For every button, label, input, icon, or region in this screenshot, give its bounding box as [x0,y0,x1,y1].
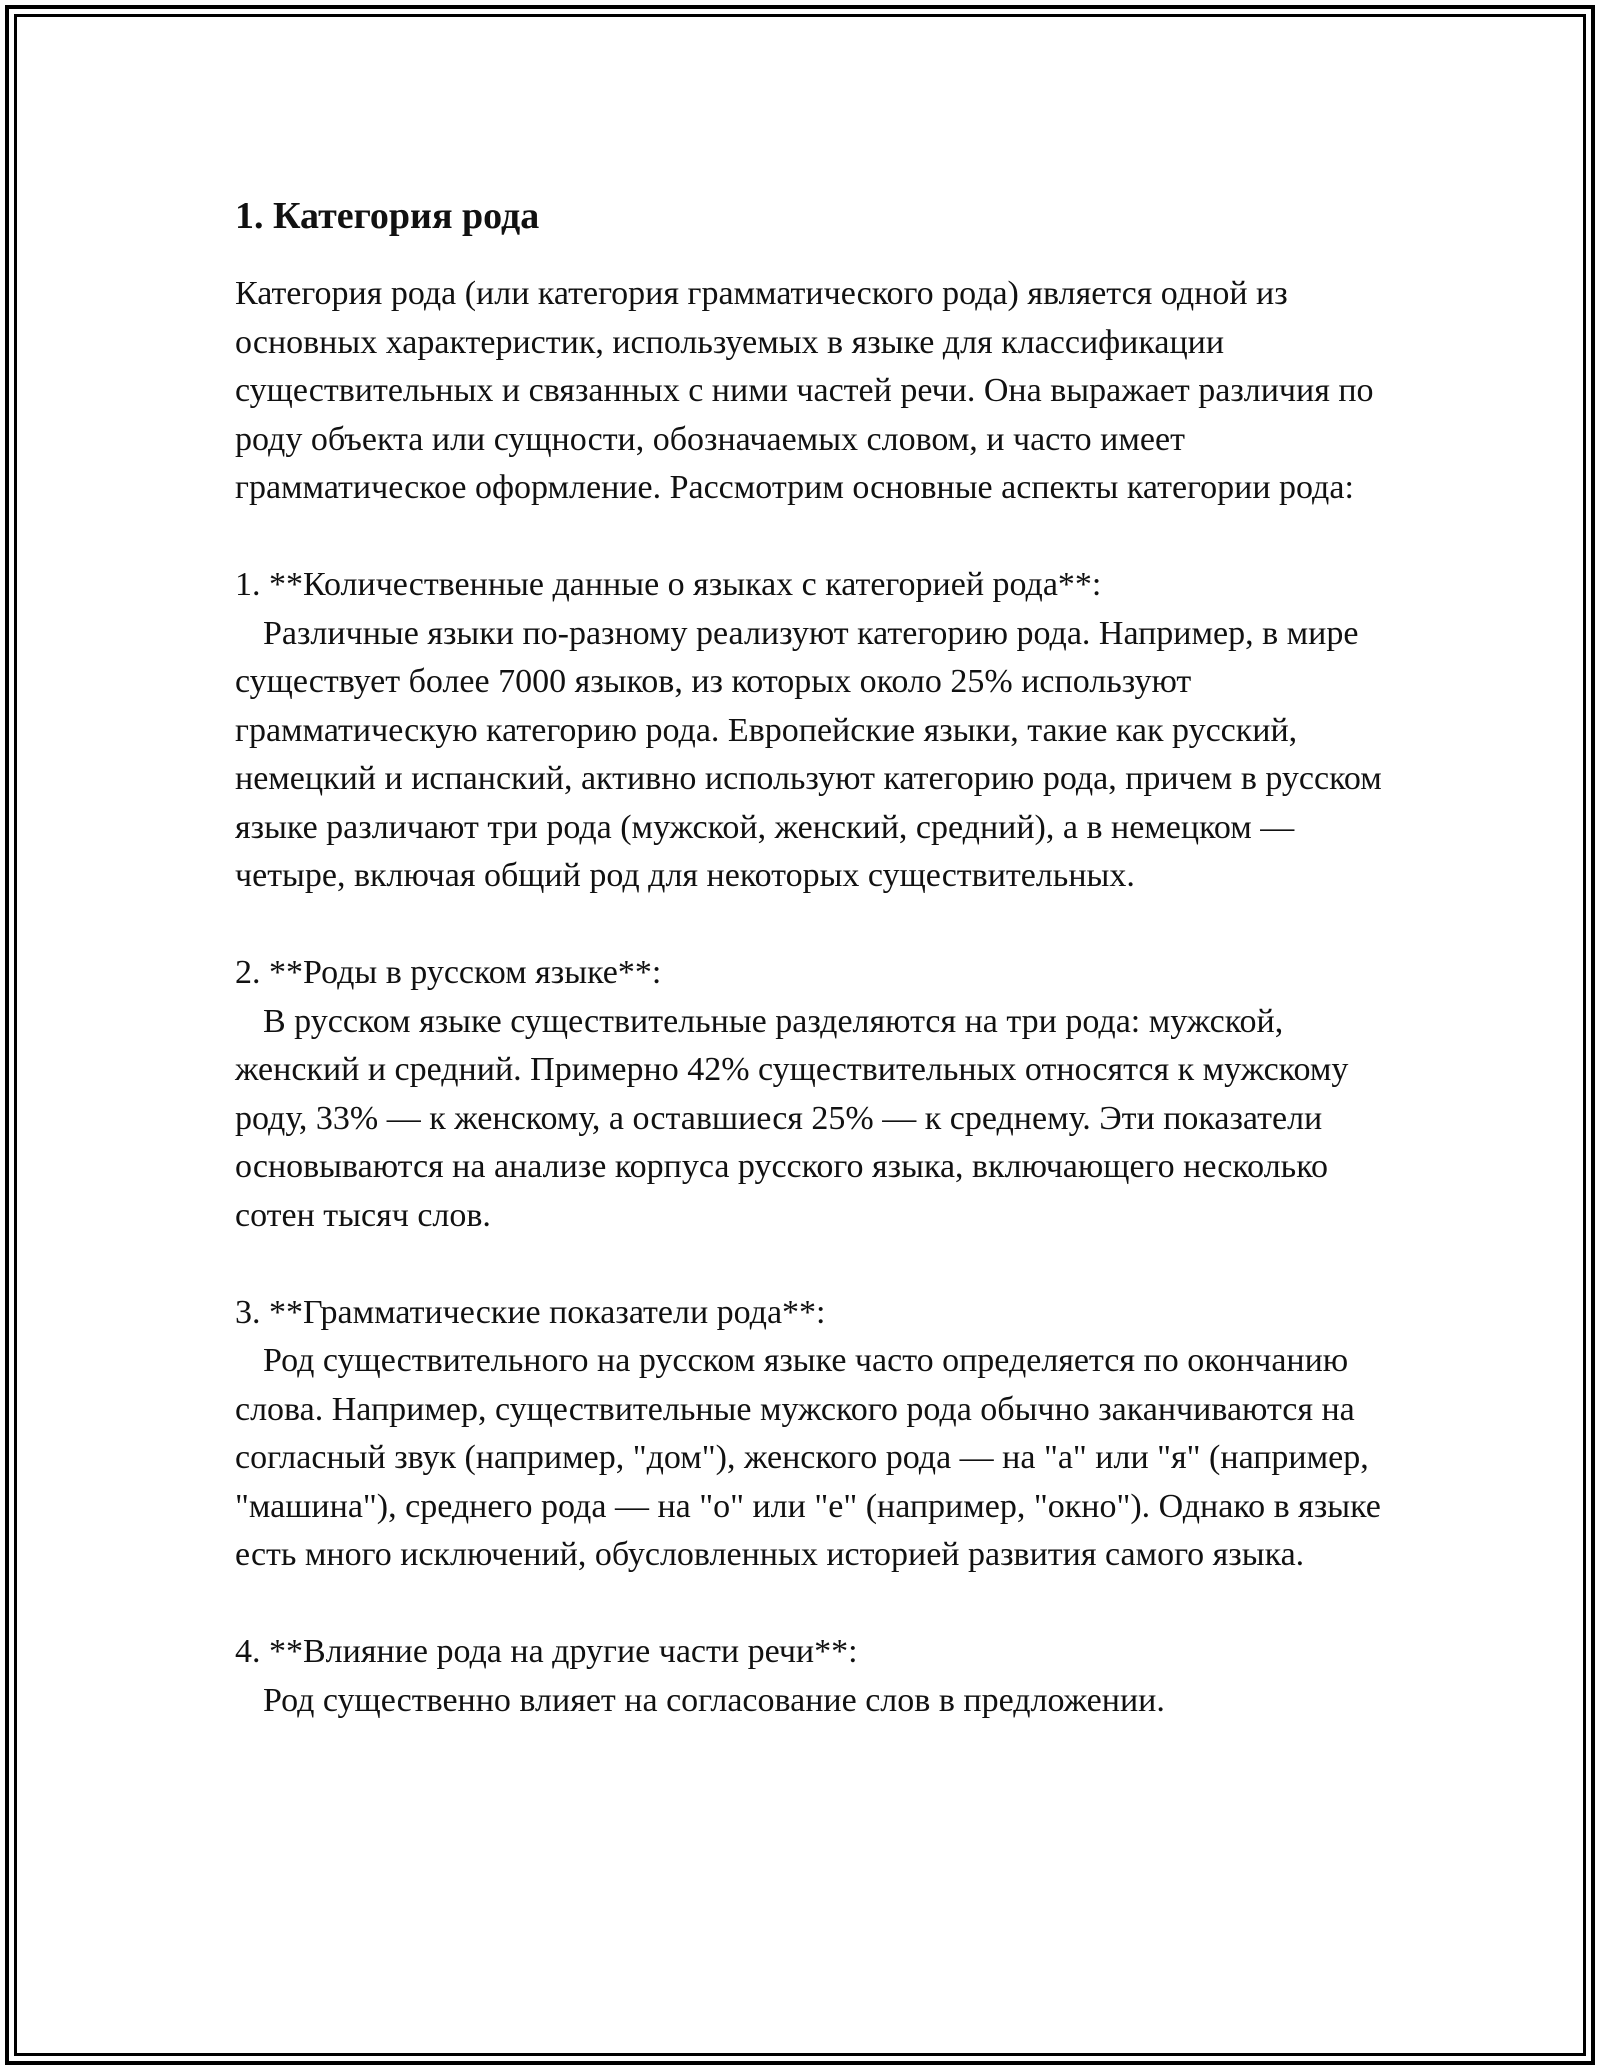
item-body [235,1337,1385,1580]
list-item [235,1628,1385,1725]
item-body-text: Род существенно влияет на согласование слов в предложении. [263,1681,1165,1719]
spacer [235,1580,1385,1629]
item-body-text: Различные языки по-разному реализуют категорию рода. Например, в мире существует более 7000 языков, из которых около 25% используют грамматическую категорию рода. Европейские языки, такие как русский, немецкий и испанский, активно используют категорию рода, причем в русском языке различают три рода (мужской, женский, средний), а в немецком — четыре, включая общий род для некоторых существительных. [235,614,1382,894]
list-item [235,1289,1385,1580]
item-body-text: В русском языке существительные разделяются на три рода: мужской, женский и средний. Примерно 42% существительных относятся к мужскому роду, 33% — к женскому, а оставшиеся 25% — к среднему. Эти показатели основываются на анализе корпуса русского языка, включающего несколько сотен тысяч слов. [235,1002,1349,1234]
list-item [235,949,1385,1240]
intro-paragraph: Категория рода (или категория грамматического рода) является одной из основных характеристик, используемых в языке для классификации существительных и связанных с ними частей речи. Она выражает различия по роду объекта или сущности, обозначаемых словом, и часто имеет грамматическое оформление. Рассмотрим основные аспекты категории рода: [235,275,1374,506]
item-title: 4. **Влияние рода на другие части речи**: [235,1633,858,1670]
spacer [235,901,1385,950]
item-title: 2. **Роды в русском языке**: [235,954,662,991]
item-body-text: Род существительного на русском языке часто определяется по окончанию слова. Например, существительные мужского рода обычно заканчиваются на согласный звук (например, "дом"), женского рода — на "а" или "я" (например, "машина"), среднего рода — на "о" или "е" (например, "окно"). Однако в языке есть много исключений, обусловленных историей развития самого языка. [235,1342,1381,1573]
spacer [235,1240,1385,1289]
item-title: 3. **Грамматические показатели рода**: [235,1293,826,1331]
item-body [235,1677,1385,1726]
item-body [235,610,1385,901]
spacer [235,513,1385,562]
item-title: 1. **Количественные данные о языках с категорией рода**: [235,566,1102,603]
document-content [235,190,1385,1725]
item-body [235,998,1385,1241]
section-heading: 1. Категория рода [235,195,540,237]
list-item [235,561,1385,901]
